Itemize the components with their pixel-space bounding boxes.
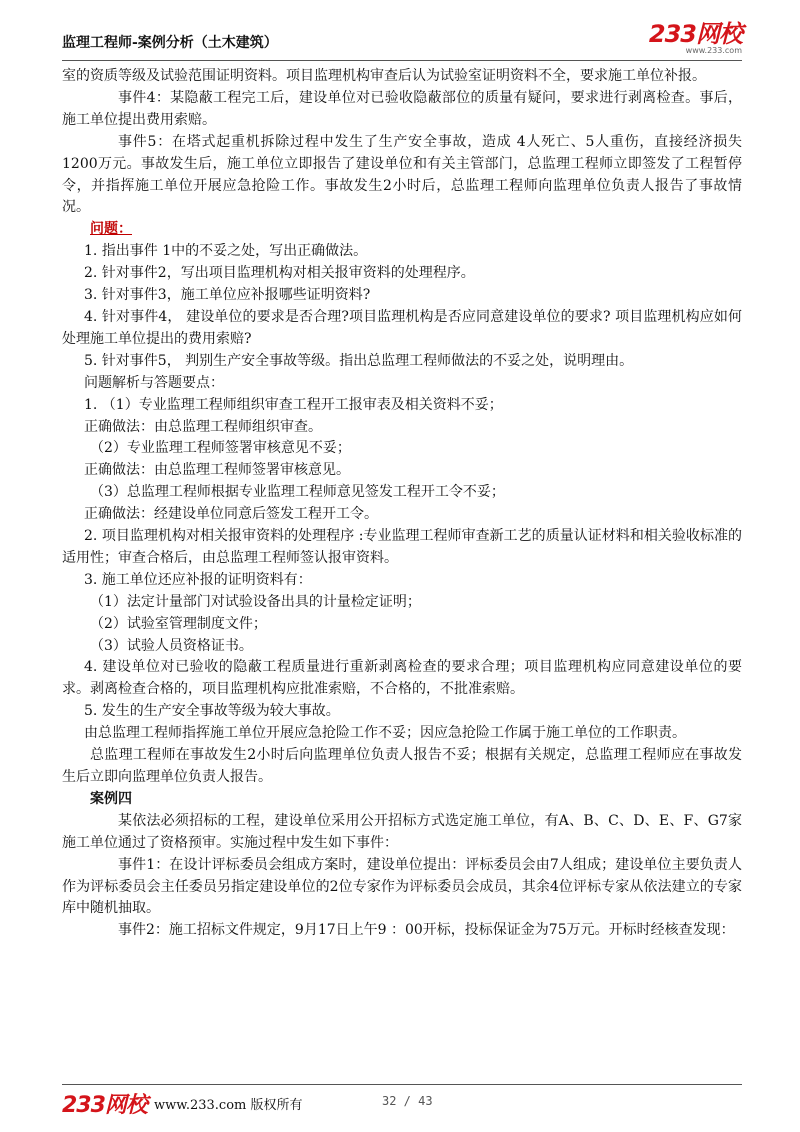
page-number: 32 / 43 [382, 1094, 433, 1108]
paragraph: 1. 指出事件 1中的不妥之处，写出正确做法。 [84, 243, 368, 260]
paragraph: 2. 针对事件2，写出项目监理机构对相关报审资料的处理程序。 [84, 265, 475, 282]
paragraph: （2）专业监理工程师签署审核意见不妥； [90, 440, 351, 457]
paragraph: 事件4：某隐蔽工程完工后，建设单位对已验收隐蔽部位的质量有疑问，要求进行剥离检查。事后，施工单位提出费用索赔。 [62, 89, 742, 128]
paragraph: 5. 发生的生产安全事故等级为较大事故。 [84, 703, 340, 720]
paragraph: 正确做法：由总监理工程师组织审查。 [84, 418, 322, 435]
document-title: 监理工程师-案例分析（土木建筑） [62, 35, 278, 51]
paragraph: 5. 针对事件5， 判别生产安全事故等级。指出总监理工程师做法的不妥之处，说明理由。 [84, 352, 634, 369]
paragraph: 室的资质等级及试验范围证明资料。项目监理机构审查后认为试验室证明资料不全，要求施工单位补报。 [62, 68, 706, 84]
paragraph: （3）总监理工程师根据专业监理工程师意见签发工程开工令不妥； [90, 484, 505, 501]
paragraph: 由总监理工程师指挥施工单位开展应急抢险工作不妥；因应急抢险工作属于施工单位的工作职责。 [84, 725, 686, 742]
paragraph: 事件2：施工招标文件规定，9月17日上午9 ：00开标，投标保证金为75万元。开标时经核查发现： [118, 922, 735, 939]
document-body [62, 66, 742, 942]
paragraph: 3. 针对事件3，施工单位应补报哪些证明资料? [84, 287, 371, 304]
header-divider [62, 60, 742, 61]
logo-url: www.233.com [685, 46, 742, 55]
section-heading: 问题： [90, 221, 132, 238]
logo-text: 233网校 [648, 20, 742, 48]
paragraph: 3. 施工单位还应补报的证明资料有： [84, 571, 312, 588]
paragraph: （3）试验人员资格证书。 [90, 637, 253, 654]
footer-logo[interactable]: 233网校 [62, 1093, 147, 1118]
paragraph: 2. 项目监理机构对相关报审资料的处理程序 :专业监理工程师审查新工艺的质量认证材料和相关验收标准的适用性；审查合格后，由总监理工程师签认报审资料。 [62, 528, 742, 566]
paragraph: （1）法定计量部门对试验设备出具的计量检定证明； [90, 593, 421, 610]
case-heading: 案例四 [90, 790, 132, 807]
paragraph: 4. 针对事件4， 建设单位的要求是否合理?项目监理机构是否应同意建设单位的要求? 项目监理机构应如何处理施工单位提出的费用索赔? [62, 308, 742, 347]
paragraph: 1. （1）专业监理工程师组织审查工程开工报审表及相关资料不妥； [84, 396, 503, 413]
page-footer [62, 1088, 742, 1118]
paragraph: 问题解析与答题要点： [84, 374, 224, 391]
footer-divider [62, 1084, 742, 1085]
paragraph: 总监理工程师在事故发生2小时后向监理单位负责人报告不妥；根据有关规定，总监理工程师应在事故发生后立即向监理单位负责人报告。 [62, 747, 742, 785]
copyright-text: www.233.com 版权所有 [154, 1098, 303, 1113]
brand-logo[interactable] [649, 22, 742, 55]
page-header [62, 22, 742, 62]
paragraph: 正确做法：由总监理工程师签署审核意见。 [84, 462, 350, 479]
paragraph: 事件5：在塔式起重机拆除过程中发生了生产安全事故，造成 4人死亡、5人重伤，直接经济损失1200万元。事故发生后，施工单位立即报告了建设单位和有关主管部门，总监理工程师立即签发了工程暂停令，并指挥施工单位开展应急抢险工作。事故发生2小时后，总监理工程师向监理单位负责人报告了事故情况。 [62, 133, 742, 216]
paragraph: 正确做法：经建设单位同意后签发工程开工令。 [84, 506, 378, 523]
paragraph: 某依法必须招标的工程，建设单位采用公开招标方式选定施工单位，有A、B、C、D、E、F、G7家施工单位通过了资格预审。实施过程中发生如下事件： [62, 812, 742, 851]
paragraph: 事件1：在设计评标委员会组成方案时，建设单位提出：评标委员会由7人组成；建设单位主要负责人作为评标委员会主任委员另指定建设单位的2位专家作为评标委员会成员，其余4位评标专家从依法建立的专家库中随机抽取。 [62, 856, 742, 917]
paragraph: （2）试验室管理制度文件； [90, 615, 267, 632]
paragraph: 4. 建设单位对已验收的隐蔽工程质量进行重新剥离检查的要求合理；项目监理机构应同意建设单位的要求。剥离检查合格的，项目监理机构应批准索赔，不合格的，不批准索赔。 [62, 659, 742, 698]
